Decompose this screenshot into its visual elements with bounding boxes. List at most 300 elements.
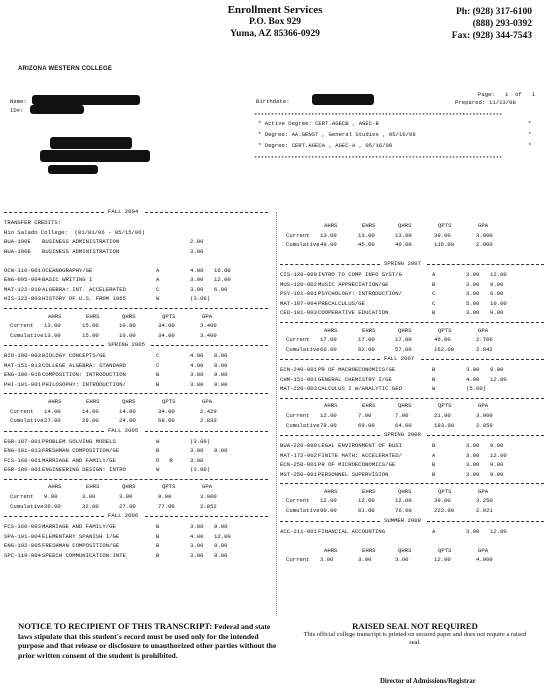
- id-label: ID#:: [10, 107, 24, 114]
- stats-value: 2.921: [476, 507, 493, 514]
- course-code: CIS-120-009: [280, 271, 317, 279]
- stats-value: 2.706: [476, 336, 493, 344]
- stats-value: 14.00: [82, 407, 99, 415]
- term-separator-left: [4, 431, 104, 432]
- stats-value: 64.00: [395, 421, 412, 429]
- course-code: MAT-151-013: [4, 361, 41, 369]
- stats-value: 2.429: [200, 407, 217, 415]
- phone: Ph: (928) 317-6100: [456, 7, 532, 17]
- course-points: 12.00: [490, 527, 507, 535]
- stats-value: 39.00: [434, 231, 451, 239]
- course-title: HISTORY OF U.S. FROM 1865: [42, 295, 126, 303]
- course-hours: 3.00: [466, 366, 480, 374]
- stats-value: 32.00: [82, 502, 99, 510]
- course-title: ALGEBRA: INT. ACCELERATED: [42, 285, 126, 293]
- course-hours: 3.00: [190, 542, 204, 550]
- stats-value: 9.00: [44, 493, 58, 500]
- stats-value: 17.00: [395, 336, 412, 344]
- course-hours: 3.00: [466, 527, 480, 535]
- redacted-address-1: [50, 137, 132, 149]
- stats-value: 57.00: [395, 345, 412, 353]
- phone-tollfree: (888) 293-0392: [472, 19, 532, 29]
- redacted-address-2: [40, 150, 150, 162]
- course-hours: (3.00): [190, 437, 211, 445]
- po-box: P.O. Box 929: [249, 17, 301, 27]
- course-hours: 4.00: [190, 361, 204, 369]
- stats-value: 183.00: [434, 421, 455, 429]
- course-title: ENGINEERING DESIGN: INTRO: [42, 466, 126, 474]
- course-points: 6.00: [214, 285, 228, 293]
- course-grade: A: [156, 266, 160, 274]
- course-title: INTRO TO COMP INFO SYST/G: [318, 271, 402, 279]
- stats-column-header: QHRS: [398, 326, 412, 334]
- stats-value: 3.000: [476, 412, 493, 419]
- course-code: ECN-250-001: [280, 461, 317, 469]
- star-border-right: *: [528, 131, 532, 138]
- course-hours: 3.00: [190, 523, 204, 531]
- stats-value: 27.00: [119, 502, 136, 510]
- stats-value: 3.00: [395, 556, 409, 564]
- course-title: BASIC WRITING I: [42, 276, 93, 284]
- stats-column-header: QHRS: [398, 487, 412, 495]
- course-grade: B: [432, 280, 436, 288]
- term-separator-right: [427, 264, 544, 265]
- course-points: 9.00: [214, 523, 228, 531]
- stats-column-header: QHRS: [122, 483, 136, 491]
- stats-value: 78.00: [320, 421, 337, 429]
- stats-column-header: QPTS: [438, 487, 452, 495]
- stats-value: 68.00: [158, 417, 175, 425]
- course-code: MGT-250-001: [280, 470, 317, 478]
- term-separator-right: [145, 212, 268, 213]
- stats-value: 2.859: [476, 421, 493, 429]
- stats-column-header: GPA: [478, 402, 489, 410]
- star-border-top: **************************************************************************: [254, 112, 503, 119]
- course-title: COMPOSITION: INTRODUCTION: [42, 371, 126, 379]
- section-separator: [280, 322, 544, 323]
- course-points: 9.00: [490, 442, 504, 450]
- course-grade: B: [156, 371, 160, 379]
- stats-column-header: AHRS: [48, 312, 62, 320]
- course-title: COLLEGE ALGEBRA: STANDARD: [42, 361, 126, 369]
- term-header: FALL 2004: [108, 208, 139, 215]
- course-hours: 5.00: [466, 299, 480, 307]
- stats-column-header: GPA: [202, 398, 213, 405]
- stats-value: 14.00: [44, 407, 61, 415]
- stats-value: 3.400: [200, 322, 217, 330]
- stats-value: 21.00: [434, 412, 451, 419]
- course-hours: 3.00: [190, 247, 204, 255]
- stats-value: 12.00: [395, 497, 412, 505]
- stats-column-header: AHRS: [324, 487, 338, 495]
- course-grade: A: [156, 276, 160, 284]
- course-title: MUSIC APPRECIATION/GE: [318, 280, 389, 288]
- course-title: PR OF MICROECONOMICS/GE: [318, 461, 396, 469]
- course-code: EGR-186-001: [4, 466, 41, 474]
- course-hours: 3.00: [190, 285, 204, 293]
- course-points: 12.00: [214, 532, 231, 540]
- course-title: FRESHMAN COMPOSITION/GE: [42, 447, 120, 455]
- stats-value: 17.00: [358, 336, 375, 344]
- course-grade: A: [432, 451, 436, 459]
- stats-label: Current: [286, 336, 310, 344]
- column-divider: [276, 212, 277, 616]
- stats-column-header: AHRS: [324, 546, 338, 554]
- stats-value: 34.00: [158, 331, 175, 339]
- course-hours: 4.00: [466, 375, 480, 383]
- stats-label: Cumulative: [286, 507, 320, 514]
- stats-label: Current: [10, 407, 34, 415]
- stats-value: 62.00: [358, 345, 375, 353]
- stats-column-header: QPTS: [438, 546, 452, 554]
- stats-column-header: AHRS: [324, 326, 338, 334]
- course-hours: (5.00): [466, 385, 487, 393]
- course-title: PRECALCULUS/GE: [318, 299, 365, 307]
- stats-value: 12.00: [320, 412, 337, 419]
- course-code: OCN-110-001: [4, 266, 41, 274]
- course-grade: B: [432, 461, 436, 469]
- term-separator-left: [4, 516, 104, 517]
- course-points: 6.00: [490, 290, 504, 298]
- stats-value: 2.852: [200, 502, 217, 510]
- stats-value: 40.00: [395, 241, 412, 249]
- notice-body: Federal and state laws stipulate that this student's record must be used only for the intended purpose and that release or disclosure to unauthorized other parties without the prior written consent of the student is prohibited.: [18, 622, 277, 660]
- course-grade: B: [432, 442, 436, 450]
- stats-value: 36.00: [44, 502, 61, 510]
- stats-label: Current: [10, 322, 34, 330]
- stats-value: 39.00: [434, 497, 451, 505]
- course-hours: 3.00: [466, 280, 480, 288]
- course-grade: C: [432, 290, 436, 298]
- course-grade: B: [432, 309, 436, 317]
- course-hours: 3.00: [466, 271, 480, 279]
- prepared-label: Prepared:: [455, 99, 486, 106]
- course-title: COOPERATIVE EDUCATION: [318, 309, 389, 317]
- stats-label: Cumulative: [10, 331, 44, 339]
- stats-column-header: EHRS: [362, 326, 376, 334]
- course-hours: 3.00: [190, 447, 204, 455]
- course-code: BUA-100E: [4, 238, 31, 246]
- term-separator-right: [151, 345, 268, 346]
- seal-text: This official college transcript is printed on secured paper and does not require a raised seal.: [303, 631, 527, 646]
- course-grade: C: [156, 361, 160, 369]
- stats-column-header: AHRS: [324, 222, 338, 229]
- course-title: OCEANOGRAPHY/GE: [42, 266, 93, 274]
- section-separator: [4, 479, 268, 480]
- stats-column-header: GPA: [478, 326, 489, 334]
- course-hours: 2.00: [190, 238, 204, 246]
- star-border-right: *: [528, 142, 532, 149]
- course-title: BUSINESS ADMINISTRATION: [42, 247, 120, 255]
- stats-column-header: QHRS: [122, 398, 136, 405]
- course-hours: 3.00: [190, 371, 204, 379]
- stats-value: 3.000: [476, 231, 493, 239]
- stats-value: 77.00: [158, 502, 175, 510]
- stats-value: 12.00: [358, 497, 375, 505]
- term-header: FALL 2005: [108, 426, 139, 434]
- stats-value: 13.00: [395, 231, 412, 239]
- stats-column-header: EHRS: [86, 483, 100, 491]
- stats-column-header: GPA: [202, 483, 213, 491]
- degree-line: * Active Degree: CERT.AGECB , AGEC-B: [258, 120, 379, 127]
- stats-value: 12.00: [434, 556, 451, 564]
- course-code: MAT-220-003: [280, 385, 317, 393]
- course-title: MARRIAGE AND FAMILY/GE: [42, 456, 116, 464]
- seal-notice: [300, 621, 530, 647]
- course-hours: 4.00: [190, 352, 204, 360]
- stats-column-header: EHRS: [362, 487, 376, 495]
- stats-value: 12.00: [320, 497, 337, 505]
- degree-line: * Degree: CERT.AGECA , AGEC-A , 05/16/08: [258, 142, 393, 149]
- course-grade: B: [432, 366, 436, 374]
- redacted-id: [30, 105, 84, 114]
- stats-column-header: QHRS: [398, 222, 412, 229]
- stats-label: Cumulative: [286, 345, 320, 353]
- stats-value: 2.833: [200, 417, 217, 425]
- stats-column-header: AHRS: [48, 483, 62, 491]
- course-hours: (3.00): [190, 295, 211, 303]
- stats-value: 66.00: [320, 345, 337, 353]
- birthdate-label: Birthdate:: [256, 98, 290, 105]
- stats-value: 46.00: [434, 336, 451, 344]
- stats-value: 14.00: [119, 407, 136, 415]
- course-points: 9.00: [214, 447, 228, 455]
- course-points: 9.00: [490, 366, 504, 374]
- stats-value: 13.00: [44, 322, 61, 330]
- course-points: 8.00: [214, 361, 228, 369]
- term-separator-left: [280, 435, 380, 436]
- course-grade: C: [156, 285, 160, 293]
- course-hours: 3.00: [466, 290, 480, 298]
- term-header: FALL 2006: [108, 512, 139, 520]
- course-points: 10.00: [490, 299, 507, 307]
- course-hours: (3.00): [190, 466, 211, 474]
- stats-column-header: GPA: [478, 222, 489, 229]
- course-hours: 3.00: [466, 451, 480, 459]
- course-points: 9.00: [490, 461, 504, 469]
- notice-title: NOTICE TO RECIPIENT OF THIS TRANSCRIPT:: [18, 621, 213, 631]
- course-points: 12.00: [490, 451, 507, 459]
- course-code: MUS-120-002: [280, 280, 317, 288]
- term-separator-right: [145, 431, 268, 432]
- stats-column-header: AHRS: [48, 398, 62, 405]
- fax: Fax: (928) 344-7543: [451, 31, 532, 41]
- course-grade: B: [156, 447, 160, 455]
- stats-value: 34.00: [158, 322, 175, 330]
- term-header: FALL 2007: [384, 355, 415, 363]
- course-grade: A: [432, 527, 436, 535]
- stats-column-header: GPA: [202, 312, 213, 320]
- course-grade: B: [156, 523, 160, 531]
- course-points: 9.00: [490, 280, 504, 288]
- city-state-zip: Yuma, AZ 85366-0929: [230, 29, 320, 39]
- stats-value: 10.00: [119, 331, 136, 339]
- course-hours: 4.00: [190, 532, 204, 540]
- course-grade: B: [156, 380, 160, 388]
- course-title: FRESHMAN COMPOSITION/GE: [42, 542, 120, 550]
- stats-value: 15.00: [82, 331, 99, 339]
- course-code: ACC-211-001: [280, 527, 317, 535]
- course-grade: W: [432, 385, 436, 393]
- stats-value: 34.00: [158, 407, 175, 415]
- course-title: MARRIAGE AND FAMILY/GE: [42, 523, 116, 531]
- term-separator-right: [145, 516, 268, 517]
- stats-value: 13.00: [358, 231, 375, 239]
- course-hours: 3.00: [190, 380, 204, 388]
- term-separator-right: [427, 435, 544, 436]
- stats-value: 3.250: [476, 497, 493, 505]
- course-points: 8.00: [214, 352, 228, 360]
- stats-value: 9.00: [158, 493, 172, 500]
- course-code: FCS-160-003: [4, 523, 41, 531]
- stats-column-header: EHRS: [86, 312, 100, 320]
- course-grade: C: [432, 299, 436, 307]
- course-title: PR OF MACROECONOMICS/GE: [318, 366, 396, 374]
- stats-value: 3.000: [200, 493, 217, 500]
- course-code: BIO-100-003: [4, 352, 41, 360]
- course-hours: 4.00: [190, 266, 204, 274]
- stats-value: 3.00: [320, 556, 334, 564]
- course-grade: W: [156, 295, 160, 303]
- stats-value: 2.900: [476, 241, 493, 249]
- course-code: ECN-240-001: [280, 366, 317, 374]
- course-code: BUA-100E: [4, 247, 31, 255]
- star-border-right: *: [528, 120, 532, 127]
- term-header: SPRING 2007: [384, 260, 421, 268]
- course-title: ELEMENTARY SPANISH I/GE: [42, 532, 120, 540]
- term-separator-left: [4, 345, 104, 346]
- course-code: HIS-122-003: [4, 295, 41, 303]
- course-hours: 3.00: [466, 442, 480, 450]
- stats-label: Cumulative: [10, 417, 44, 425]
- stats-column-header: EHRS: [362, 546, 376, 554]
- stats-label: Cumulative: [10, 502, 44, 510]
- stats-column-header: QPTS: [162, 398, 176, 405]
- course-hours: 3.00: [190, 456, 204, 464]
- course-code: CED-101-003: [280, 309, 317, 317]
- transfer-line: TRANSFER CREDITS:: [4, 219, 62, 227]
- stats-value: 69.00: [358, 421, 375, 429]
- section-separator: [4, 308, 268, 309]
- course-grade: B: [432, 470, 436, 478]
- course-title: SPEECH COMMUNICATION:INTE: [42, 551, 126, 559]
- stats-value: 162.00: [434, 345, 455, 353]
- course-code: SPA-101-004: [4, 532, 41, 540]
- stats-column-header: QPTS: [162, 312, 176, 320]
- college-logo-text: ARIZONA WESTERN COLLEGE: [18, 66, 113, 72]
- stats-value: 27.00: [44, 417, 61, 425]
- stats-value: 4.000: [476, 556, 493, 564]
- stats-column-header: QPTS: [438, 402, 452, 410]
- course-code: BUA-220-000: [280, 442, 317, 450]
- course-code: ENG-100-016: [4, 371, 41, 379]
- course-points: 9.00: [214, 371, 228, 379]
- course-hours: 3.00: [466, 309, 480, 317]
- course-title: BUSINESS ADMINISTRATION: [42, 238, 120, 246]
- stats-value: 29.00: [82, 417, 99, 425]
- stats-column-header: GPA: [478, 546, 489, 554]
- course-title: PERSONNEL SUPERVISION: [318, 470, 389, 478]
- course-points: 9.00: [490, 470, 504, 478]
- page-number: 1 of 1: [505, 91, 536, 98]
- registrar-signature-label: Director of Admissions/Registrar: [380, 678, 476, 685]
- course-grade: A: [432, 271, 436, 279]
- course-code: ENG-095-004: [4, 276, 41, 284]
- section-separator: [280, 398, 544, 399]
- stats-value: 45.00: [358, 241, 375, 249]
- course-code: ENG-101-013: [4, 447, 41, 455]
- recipient-notice: [18, 622, 280, 660]
- course-grade: W: [156, 466, 160, 474]
- course-code: MAT-122-010: [4, 285, 41, 293]
- stats-value: 116.00: [434, 241, 455, 249]
- stats-column-header: QHRS: [398, 546, 412, 554]
- stats-column-header: QPTS: [162, 483, 176, 491]
- course-title: LEGAL ENVIRONMENT OF BUSI: [318, 442, 402, 450]
- course-code: PHI-101-001: [4, 380, 41, 388]
- term-separator-left: [280, 264, 380, 265]
- course-points: 9.00: [490, 309, 504, 317]
- course-code: MAT-187-004: [280, 299, 317, 307]
- stats-value: 7.00: [395, 412, 409, 419]
- contact-info: [452, 6, 532, 42]
- stats-value: 3.00: [358, 556, 372, 564]
- course-title: BIOLOGY CONCEPTS/GE: [42, 352, 106, 360]
- course-code: CHM-151-001: [280, 375, 317, 383]
- stats-value: 2.842: [476, 345, 493, 353]
- course-code: SPC-119-004: [4, 551, 41, 559]
- stats-value: 10.00: [119, 322, 136, 330]
- course-grade: D R: [156, 456, 173, 464]
- star-border-bottom: **************************************************************************: [254, 155, 503, 162]
- course-grade: B: [432, 375, 436, 383]
- course-hours: 3.00: [190, 551, 204, 559]
- term-header: SPRING 2005: [108, 341, 145, 349]
- name-label: Name:: [10, 98, 27, 105]
- course-points: 16.00: [214, 266, 231, 274]
- stats-value: 13.00: [320, 231, 337, 239]
- stats-column-header: QPTS: [438, 326, 452, 334]
- stats-value: 222.00: [434, 507, 455, 514]
- institution-header: [190, 4, 360, 40]
- stats-value: 81.00: [358, 507, 375, 514]
- stats-label: Current: [286, 231, 310, 239]
- stats-value: 3.400: [200, 331, 217, 339]
- section-separator: [4, 393, 268, 394]
- stats-column-header: EHRS: [86, 398, 100, 405]
- stats-value: 3.00: [119, 493, 133, 500]
- course-code: FCS-160-001: [4, 456, 41, 464]
- course-hours: 3.00: [190, 276, 204, 284]
- course-points: 9.00: [214, 551, 228, 559]
- stats-label: Cumulative: [286, 241, 320, 249]
- stats-label: Current: [10, 493, 34, 500]
- stats-value: 13.00: [44, 331, 61, 339]
- term-separator-left: [4, 212, 104, 213]
- course-grade: B: [156, 551, 160, 559]
- stats-value: 76.00: [395, 507, 412, 514]
- degree-line: * Degree: AA.GENST , General Studies , 05/16/08: [258, 131, 416, 138]
- redacted-birthdate: [312, 94, 374, 105]
- section-separator: [280, 483, 544, 484]
- redacted-name: [32, 95, 140, 105]
- stats-value: 15.00: [82, 322, 99, 330]
- course-code: PSY-101-001: [280, 290, 317, 298]
- term-separator-left: [280, 521, 380, 522]
- course-grade: C: [156, 352, 160, 360]
- course-grade: B: [156, 532, 160, 540]
- course-code: EGR-187-001: [4, 437, 41, 445]
